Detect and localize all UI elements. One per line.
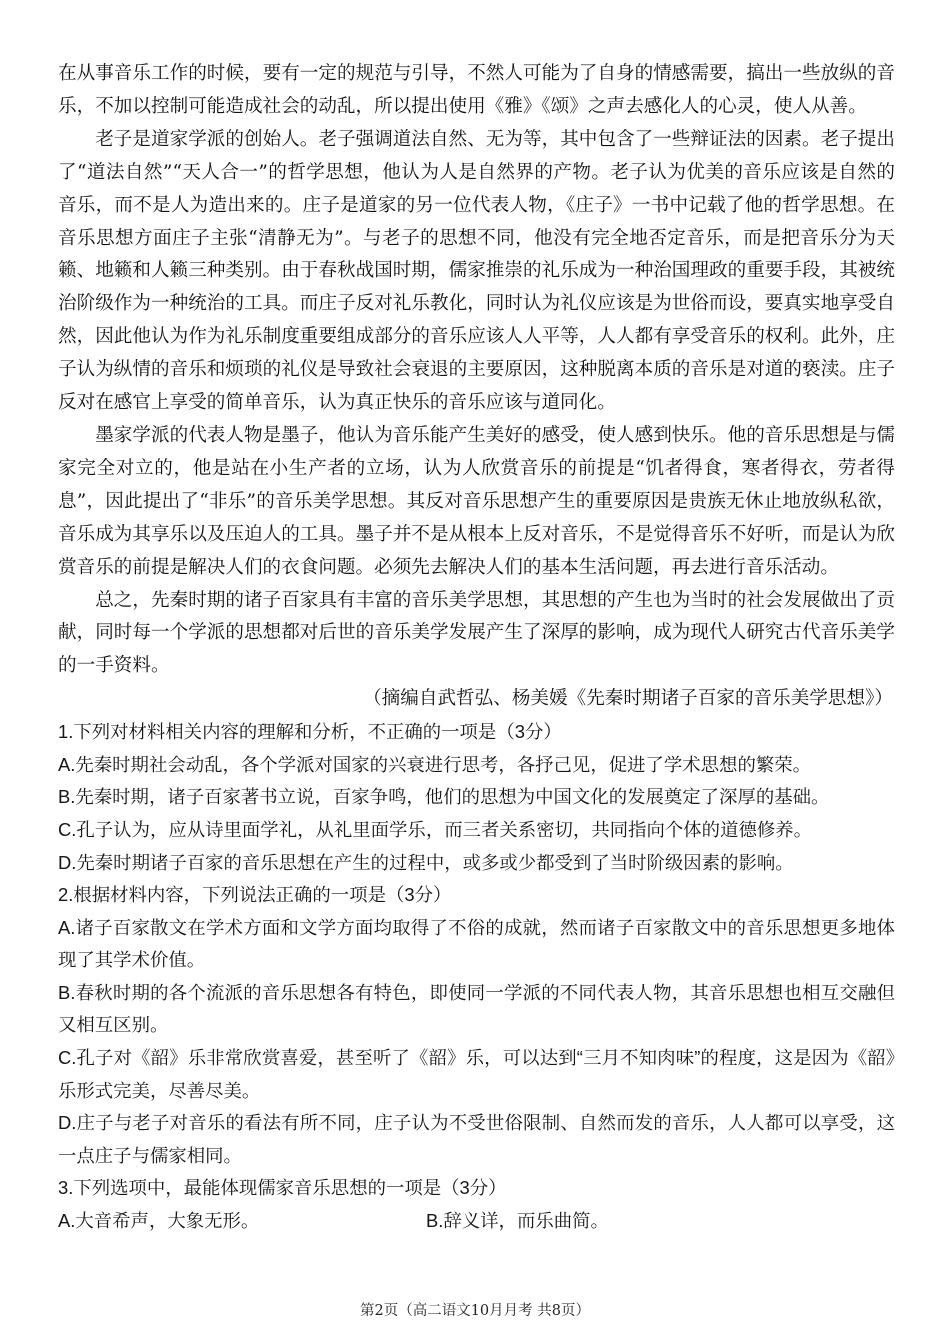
option-d: D.庄子与老子对音乐的看法有所不同，庄子认为不受世俗限制、自然而发的音乐，人人都可以享受，这一点庄子与儒家相同。 — [58, 1112, 895, 1166]
option-c: C.孔子认为，应从诗里面学礼，从礼里面学乐，而三者关系密切，共同指向个体的道德修养。 — [58, 818, 813, 840]
option-b: B.先秦时期，诸子百家著书立说，百家争鸣，他们的思想为中国文化的发展奠定了深厚的基础。 — [58, 786, 830, 808]
question-3 — [58, 1172, 895, 1237]
passage-paragraph-3: 墨家学派的代表人物是墨子，他认为音乐能产生美好的感受，使人感到快乐。他的音乐思想是与儒家完全对立的，他是站在小生产者的立场，认为人欣赏音乐的前提是“饥者得食，寒者得衣，劳者得息”，因此提出了“非乐”的音乐美学思想。其反对音乐思想产生的重要原因是贵族无休止地放纵私欲，音乐成为其享乐以及压迫人的工具。墨子并不是从根本上反对音乐，不是觉得音乐不好听，而是认为欣赏音乐的前提是解决人们的衣食问题。必须先去解决人们的基本生活问题，再去进行音乐活动。 — [58, 424, 895, 578]
option-a: A.先秦时期社会动乱，各个学派对国家的兴衰进行思考，各抒己见，促进了学术思想的繁荣。 — [58, 753, 812, 775]
question-stem: 1.下列对材料相关内容的理解和分析，不正确的一项是（3分） — [58, 721, 562, 743]
option-row — [58, 1205, 895, 1238]
question-stem: 2.根据材料内容，下列说法正确的一项是（3分） — [58, 884, 452, 906]
page-footer: 第2页（高二语文10月月考 共8页） — [359, 1303, 590, 1319]
option-a: A.大音希声，大象无形。 — [58, 1210, 260, 1232]
passage-paragraph-1: 在从事音乐工作的时候，要有一定的规范与引导，不然人可能为了自身的情感需要，搞出一些放纵的音乐，不加以控制可能造成社会的动乱，所以提出使用《雅》《颂》之声去感化人的心灵，使人从善。 — [58, 63, 895, 117]
option-b: B.辞义详，而乐曲简。 — [426, 1210, 609, 1232]
question-1 — [58, 716, 895, 879]
question-2 — [58, 879, 895, 1172]
question-stem: 3.下列选项中，最能体现儒家音乐思想的一项是（3分） — [58, 1177, 507, 1199]
passage-source: （摘编自武哲弘、杨美媛《先秦时期诸子百家的音乐美学思想》） — [363, 688, 893, 710]
option-c: C.孔子对《韶》乐非常欣赏喜爱，甚至听了《韶》乐，可以达到“三月不知肉味”的程度，这是因为《韶》乐形式完美，尽善尽美。 — [58, 1047, 895, 1101]
passage-paragraph-2: 老子是道家学派的创始人。老子强调道法自然、无为等，其中包含了一些辩证法的因素。老子提出了“道法自然”“天人合一”的哲学思想，他认为人是自然界的产物。老子认为优美的音乐应该是自然的音乐，而不是人为造出来的。庄子是道家的另一位代表人物，《庄子》一书中记载了他的哲学思想。在音乐思想方面庄子主张“清静无为”。与老子的思想不同，他没有完全地否定音乐，而是把音乐分为天籁、地籁和人籁三种类别。由于春秋战国时期，儒家推崇的礼乐成为一种治国理政的重要手段，其被统治阶级作为一种统治的工具。而庄子反对礼乐教化，同时认为礼仪应该是为世俗而设，要真实地享受自然，因此他认为作为礼乐制度重要组成部分的音乐应该人人平等，人人都有享受音乐的权利。此外，庄子认为纵情的音乐和烦琐的礼仪是导致社会衰退的主要原因，这种脱离本质的音乐是对道的亵渎。庄子反对在感官上享受的简单音乐，认为真正快乐的音乐应该与道同化。 — [58, 128, 895, 414]
passage-paragraph-4: 总之，先秦时期的诸子百家具有丰富的音乐美学思想，其思想的产生也为当时的社会发展做出了贡献，同时每一个学派的思想都对后世的音乐美学发展产生了深厚的影响，成为现代人研究古代音乐美学的一手资料。 — [58, 589, 895, 677]
option-d: D.先秦时期诸子百家的音乐思想在产生的过程中，或多或少都受到了当时阶级因素的影响。 — [58, 851, 794, 873]
option-a: A.诸子百家散文在学术方面和文学方面均取得了不俗的成就，然而诸子百家散文中的音乐思想更多地体现了其学术价值。 — [58, 916, 895, 971]
option-b: B.春秋时期的各个流派的音乐思想各有特色，即使同一学派的不同代表人物，其音乐思想也相互交融但又相互区别。 — [58, 981, 895, 1036]
